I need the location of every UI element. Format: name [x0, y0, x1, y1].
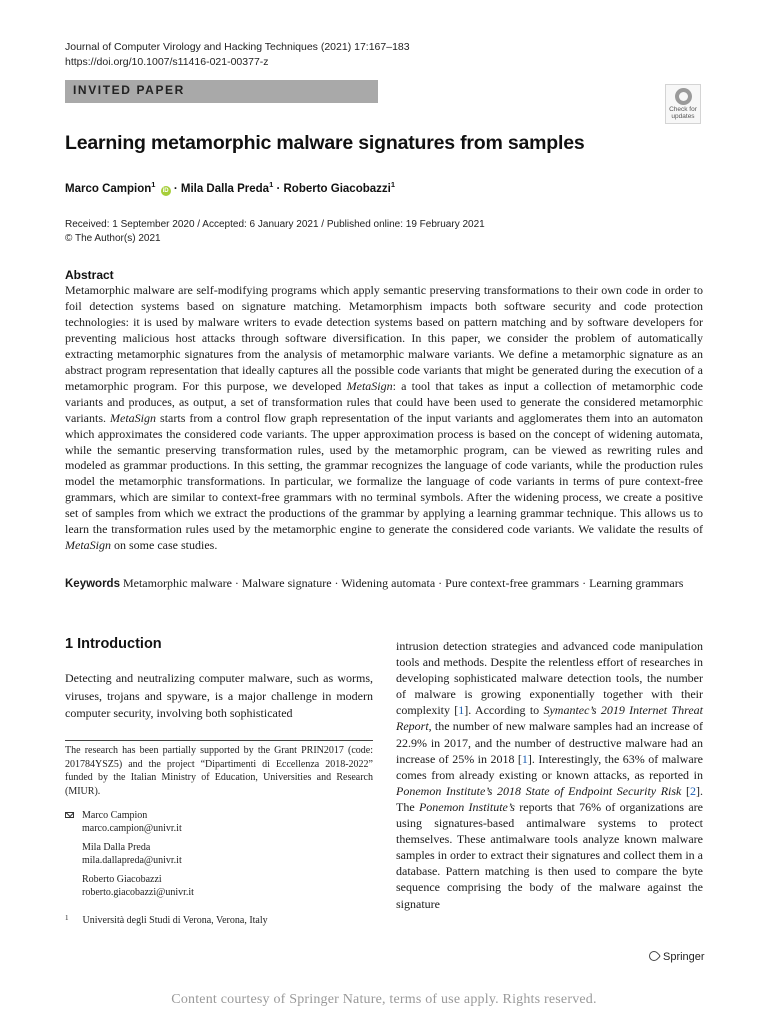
contact-entry — [65, 842, 373, 867]
intro-paragraph-right: intrusion detection strategies and advanced code manipulation tools and methods. Despite the relentless effort of researches in developing sophisticated malware detection tools, the number of malware is growing exponentially together with their complexity [1]. According to Symantec’s 2019 Internet Threat Report, the number of new malware samples had an increase of 22.9% in 2017, and the number of destructive malware had an increase of 25% in 2018 [1]. Interestingly, the 63% of malware comes from already existing or known attacks, as reported in Ponemon Institute’s 2018 State of Endpoint Security Risk [2]. The Ponemon Institute’s reports that 76% of organizations are using signatures-based antimalware systems to protect themselves. These antimalware tools analyze known malware samples in order to extract their signatures and collect them in a database. Pattern matching is then used to compare the byte sequence comprising the body of the malware against the signature — [396, 639, 704, 911]
author-name[interactable]: Mila Dalla Preda — [180, 183, 270, 195]
publisher-logo — [649, 951, 705, 963]
check-for-updates-badge[interactable] — [665, 84, 701, 124]
citation-link[interactable]: 1 — [521, 751, 528, 766]
courtesy-notice: Content courtesy of Springer Nature, terms of use apply. Rights reserved. — [171, 992, 597, 1007]
tool-name: MetaSign — [346, 378, 393, 393]
envelope-icon — [65, 812, 74, 818]
author-name[interactable]: Roberto Giacobazzi — [283, 183, 391, 195]
affiliation-number: 1 — [65, 914, 69, 922]
history-dates: Received: 1 September 2020 / Accepted: 6 January 2021 / Published online: 19 February 2021 — [65, 219, 485, 230]
author-list — [65, 180, 395, 196]
springer-horse-icon — [647, 949, 661, 963]
publication-dates — [65, 218, 485, 246]
citation-link[interactable]: 1 — [458, 703, 465, 718]
author-name[interactable]: Marco Campion — [65, 183, 152, 195]
funding-note: The research has been partially supported by the Grant PRIN2017 (code: 201784YSZ5) and the project “Dipartimenti di Eccellenza 2018-2022” funded by the Italian Ministry of Education, Universities and Research (MIUR). — [65, 745, 373, 797]
paper-title: Learning metamorphic malware signatures from samples — [65, 132, 585, 154]
journal-info — [65, 40, 410, 70]
copyright: © The Author(s) 2021 — [65, 233, 161, 244]
author-separator: · — [170, 183, 181, 195]
contact-name: Mila Dalla Preda — [82, 842, 151, 853]
contact-entry — [65, 874, 373, 899]
report-title: Symantec’s 2019 Internet Threat Report — [396, 703, 703, 734]
crossmark-label: Check for updates — [669, 106, 697, 120]
report-title: Ponemon Institute’s 2018 State of Endpoint Security Risk — [396, 783, 682, 798]
intro-paragraph-left: Detecting and neutralizing computer malware, such as worms, viruses, trojans and spyware, is a major challenge in modern computer security, involving both sophisticated — [65, 671, 373, 721]
contact-email[interactable]: roberto.giacobazzi@univr.it — [82, 886, 194, 898]
keywords-label: Keywords — [65, 578, 120, 590]
contact-email[interactable]: mila.dallapreda@univr.it — [82, 854, 182, 866]
report-title: Ponemon Institute’s — [418, 799, 515, 814]
publisher-name: Springer — [663, 951, 705, 963]
affiliation-marker: 1 — [151, 180, 156, 189]
banner-label: INVITED PAPER — [73, 83, 185, 97]
contact-entry — [65, 810, 373, 835]
abstract-heading: Abstract — [65, 268, 114, 282]
author-contacts — [65, 810, 373, 906]
abstract-body: Metamorphic malware are self-modifying programs which apply semantic preserving transformations to their own code in order to foil detection systems based on signature matching. Metamorphism impacts both software security and code protection technologies: it is used by malware writers to evade detection systems based on pattern matching and by software developers for preventing malicious host attacks through software diversification. In this paper, we consider the problem of automatically extracting metamorphic signatures from the analysis of metamorphic malware variants. We define a metamorphic signature as an abstract program representation that ideally captures all the possible code variants that might be generated during the execution of a metamorphic program. For this purpose, we developed MetaSign: a tool that takes as input a collection of metamorphic code variants and produces, as output, a set of transformation rules that could have been used to generate the considered metamorphic variants. MetaSign starts from a control flow graph representation of the input variants and agglomerates them into an automaton which approximates the considered code variants. The upper approximation process is based on the concept of widening automata, while the semantic preserving transformation rules, used by the metamorphic program, can be viewed as rewriting rules and modeled as grammar productions. In this setting, the grammar recognizes the language of code variants, while the production rules model the metamorphic transformations. In particular, we formalize the language of code variants in terms of pure context-free grammars, which are similar to context-free grammars with no terminal symbols. After the widening process, we create a positive set of samples from which we extract the productions of the grammar by applying a learning grammar technique. This allows us to learn the transformation rules used by the metamorphic engine to generate the considered code variants. We validate the results of MetaSign on some case studies. — [65, 283, 703, 553]
invited-paper-banner — [65, 80, 378, 103]
journal-citation: Journal of Computer Virology and Hacking Techniques (2021) 17:167–183 — [65, 41, 410, 53]
crossmark-icon — [675, 88, 692, 105]
citation-link[interactable]: 2 — [690, 783, 697, 798]
keywords — [65, 575, 695, 593]
section-heading: 1 Introduction — [65, 636, 162, 652]
doi-link[interactable]: https://doi.org/10.1007/s11416-021-00377-z — [65, 56, 269, 68]
keywords-list: Metamorphic malware · Malware signature · Widening automata · Pure context-free grammars · Learning grammars — [122, 576, 684, 590]
contact-email[interactable]: marco.campion@univr.it — [82, 822, 182, 834]
tool-name: MetaSign — [65, 538, 111, 553]
author-separator: · — [273, 183, 284, 195]
contact-name: Marco Campion — [82, 810, 148, 821]
contact-name: Roberto Giacobazzi — [82, 874, 162, 885]
affiliation — [65, 912, 373, 927]
affiliation-marker: 1 — [269, 180, 274, 189]
affiliation-marker: 1 — [390, 180, 396, 189]
tool-name: MetaSign — [110, 410, 157, 425]
orcid-icon[interactable]: iD — [162, 188, 169, 194]
footnote-divider — [65, 740, 373, 741]
affiliation-text: Università degli Studi di Verona, Verona, Italy — [82, 915, 268, 926]
